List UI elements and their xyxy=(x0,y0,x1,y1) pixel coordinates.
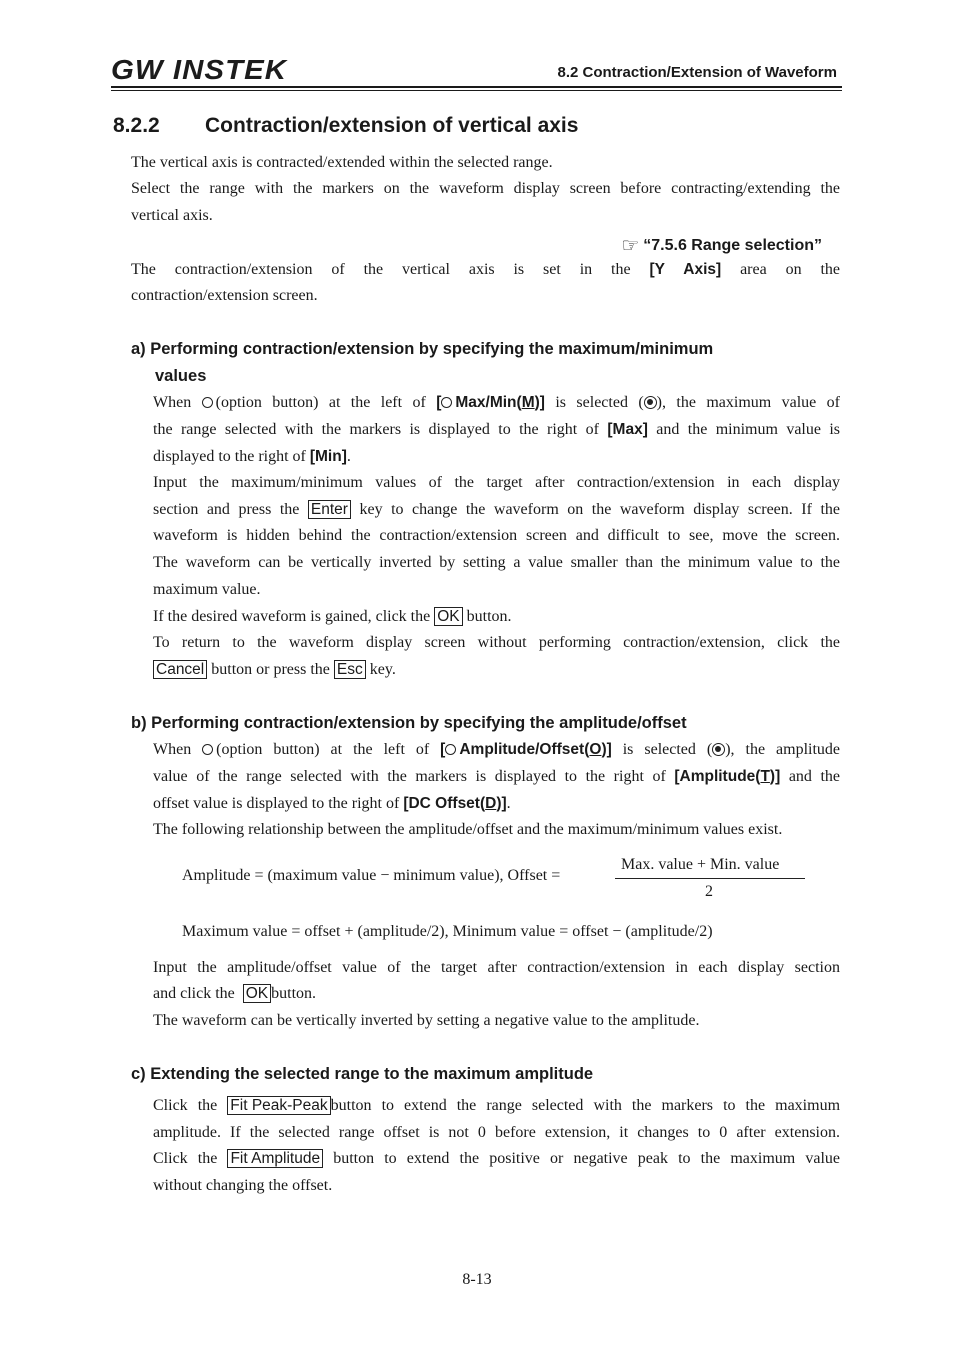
reference-link[interactable] xyxy=(621,233,822,258)
text: and click the xyxy=(153,985,235,1002)
a-line-6: waveform is hidden behind the contraction/extension screen and difficult to see, move the screen. xyxy=(153,527,840,544)
text: (option button) at the left of xyxy=(216,741,430,758)
text: D xyxy=(485,795,497,812)
text: is selected ( xyxy=(555,394,644,411)
radio-on-icon xyxy=(644,396,657,409)
radio-off-icon xyxy=(445,744,456,755)
text: the range selected with the markers is displayed to the right of xyxy=(153,421,599,438)
text: )] xyxy=(769,768,781,785)
intro-line-3a xyxy=(131,257,840,284)
text: key to change the waveform on the waveform display screen. If the xyxy=(359,501,840,518)
brand-logo: GW INSTEK xyxy=(111,54,288,85)
b-line-4: The following relationship between the amplitude/offset and the maximum/minimum values exist. xyxy=(153,821,783,838)
fraction-denominator: 2 xyxy=(705,883,713,900)
a-line-9 xyxy=(153,604,840,631)
cancel-button[interactable]: Cancel xyxy=(153,660,207,679)
b-line-3 xyxy=(153,791,840,818)
text: button to extend the range selected with the markers to the maximum xyxy=(330,1097,841,1114)
a-line-11 xyxy=(153,657,840,684)
text: Click the xyxy=(153,1097,218,1114)
section-heading xyxy=(113,114,578,138)
enter-key[interactable]: Enter xyxy=(308,500,351,519)
min-label: [Min] xyxy=(309,448,347,465)
text: )] xyxy=(496,795,507,812)
a-line-8: maximum value. xyxy=(153,581,261,598)
text: )] xyxy=(534,394,545,411)
text: T xyxy=(760,768,770,785)
text: (option button) at the left of xyxy=(215,394,426,411)
text: ), the maximum value of xyxy=(656,394,841,411)
text: area on the xyxy=(740,261,841,278)
text: displayed to the right of xyxy=(153,448,306,465)
c-line-1 xyxy=(153,1093,840,1120)
text: Click the xyxy=(153,1150,218,1167)
c-line-2: amplitude. If the selected range offset is not 0 before extension, it changes to 0 after extension. xyxy=(153,1124,840,1141)
intro-line-2a: Select the range with the markers on the waveform display screen before contracting/extending the xyxy=(131,180,840,197)
subheading-a-cont: values xyxy=(155,367,207,385)
text: . xyxy=(346,448,351,465)
maxmin-option-label xyxy=(436,394,545,411)
text: O xyxy=(589,741,602,758)
formula-2: Maximum value = offset + (amplitude/2), Minimum value = offset − (amplitude/2) xyxy=(182,923,713,940)
subheading-b: b) Performing contraction/extension by specifying the amplitude/offset xyxy=(131,714,687,732)
text: [ xyxy=(436,394,442,411)
b-line-1 xyxy=(153,737,840,764)
text: When xyxy=(153,394,192,411)
b-line-7: The waveform can be vertically inverted by setting a negative value to the amplitude. xyxy=(153,1012,700,1029)
text: button to extend the positive or negative peak to the maximum value xyxy=(333,1150,840,1167)
header-rule-thin xyxy=(111,90,842,91)
dc-offset-label xyxy=(403,795,506,812)
text: value of the range selected with the markers is displayed to the right of xyxy=(153,768,666,785)
text: ), the amplitude xyxy=(725,741,840,758)
page-number: 8-13 xyxy=(462,1271,492,1288)
ok-button[interactable]: OK xyxy=(243,984,271,1003)
text: The contraction/extension of the vertical axis is set in the xyxy=(131,261,631,278)
b-line-6 xyxy=(153,981,840,1008)
fit-peak-peak-button[interactable]: Fit Peak-Peak xyxy=(227,1096,330,1115)
section-number: 8.2.2 xyxy=(113,114,160,137)
text: is selected ( xyxy=(622,741,713,758)
esc-key[interactable]: Esc xyxy=(334,660,366,679)
c-line-3 xyxy=(153,1146,840,1173)
text: [ xyxy=(440,741,446,758)
subheading-c: c) Extending the selected range to the maximum amplitude xyxy=(131,1065,594,1083)
text: and the minimum value is xyxy=(656,421,841,438)
y-axis-label: [Y Axis] xyxy=(649,261,722,278)
a-line-10: To return to the waveform display screen without performing contraction/extension, click the xyxy=(153,634,840,651)
text: button or press the xyxy=(211,661,330,678)
text: . xyxy=(506,795,511,812)
a-line-1 xyxy=(153,390,840,417)
b-line-5: Input the amplitude/offset value of the target after contraction/extension in each display section xyxy=(153,959,840,976)
text: button. xyxy=(271,985,317,1002)
radio-off-icon xyxy=(202,397,213,408)
text: [DC Offset( xyxy=(403,795,486,812)
intro-line-3b: contraction/extension screen. xyxy=(131,287,318,304)
radio-off-icon xyxy=(441,397,452,408)
text: and the xyxy=(788,768,841,785)
text: button. xyxy=(466,608,512,625)
intro-line-2b: vertical axis. xyxy=(131,207,213,224)
intro-line-1: The vertical axis is contracted/extended within the selected range. xyxy=(131,154,553,171)
a-line-3 xyxy=(153,444,840,471)
formula-1: Amplitude = (maximum value − minimum value), Offset = xyxy=(182,867,561,884)
text: section and press the xyxy=(153,501,300,518)
radio-on-icon xyxy=(712,743,725,756)
max-label: [Max] xyxy=(607,421,648,438)
amplitude-label xyxy=(674,768,780,785)
text: [Amplitude( xyxy=(674,768,761,785)
reference-text: “7.5.6 Range selection” xyxy=(643,237,822,254)
ampoffset-option-label xyxy=(440,741,612,758)
fraction-numerator: Max. value + Min. value xyxy=(621,856,780,873)
subheading-a: a) Performing contraction/extension by specifying the maximum/minimum xyxy=(131,340,714,358)
a-line-2 xyxy=(153,417,840,444)
pointing-hand-icon: ☞ xyxy=(621,235,640,257)
ok-button[interactable]: OK xyxy=(434,607,462,626)
text: When xyxy=(153,741,192,758)
b-line-2 xyxy=(153,764,840,791)
fraction-bar xyxy=(615,878,805,879)
radio-off-icon xyxy=(202,744,213,755)
text: key. xyxy=(369,661,396,678)
header-rule xyxy=(111,86,842,88)
text: Max/Min( xyxy=(455,394,522,411)
c-line-4: without changing the offset. xyxy=(153,1177,333,1194)
text: If the desired waveform is gained, click the xyxy=(153,608,431,625)
fit-amplitude-button[interactable]: Fit Amplitude xyxy=(227,1149,323,1168)
text: Amplitude/Offset( xyxy=(459,741,590,758)
a-line-4: Input the maximum/minimum values of the target after contraction/extension in each display xyxy=(153,474,840,491)
a-line-7: The waveform can be vertically inverted by setting a value smaller than the minimum value to the xyxy=(153,554,840,571)
a-line-5 xyxy=(153,497,840,524)
running-header: 8.2 Contraction/Extension of Waveform xyxy=(557,64,837,81)
text: M xyxy=(521,394,535,411)
text: offset value is displayed to the right of xyxy=(153,795,400,812)
section-title: Contraction/extension of vertical axis xyxy=(205,114,579,137)
text: )] xyxy=(601,741,612,758)
